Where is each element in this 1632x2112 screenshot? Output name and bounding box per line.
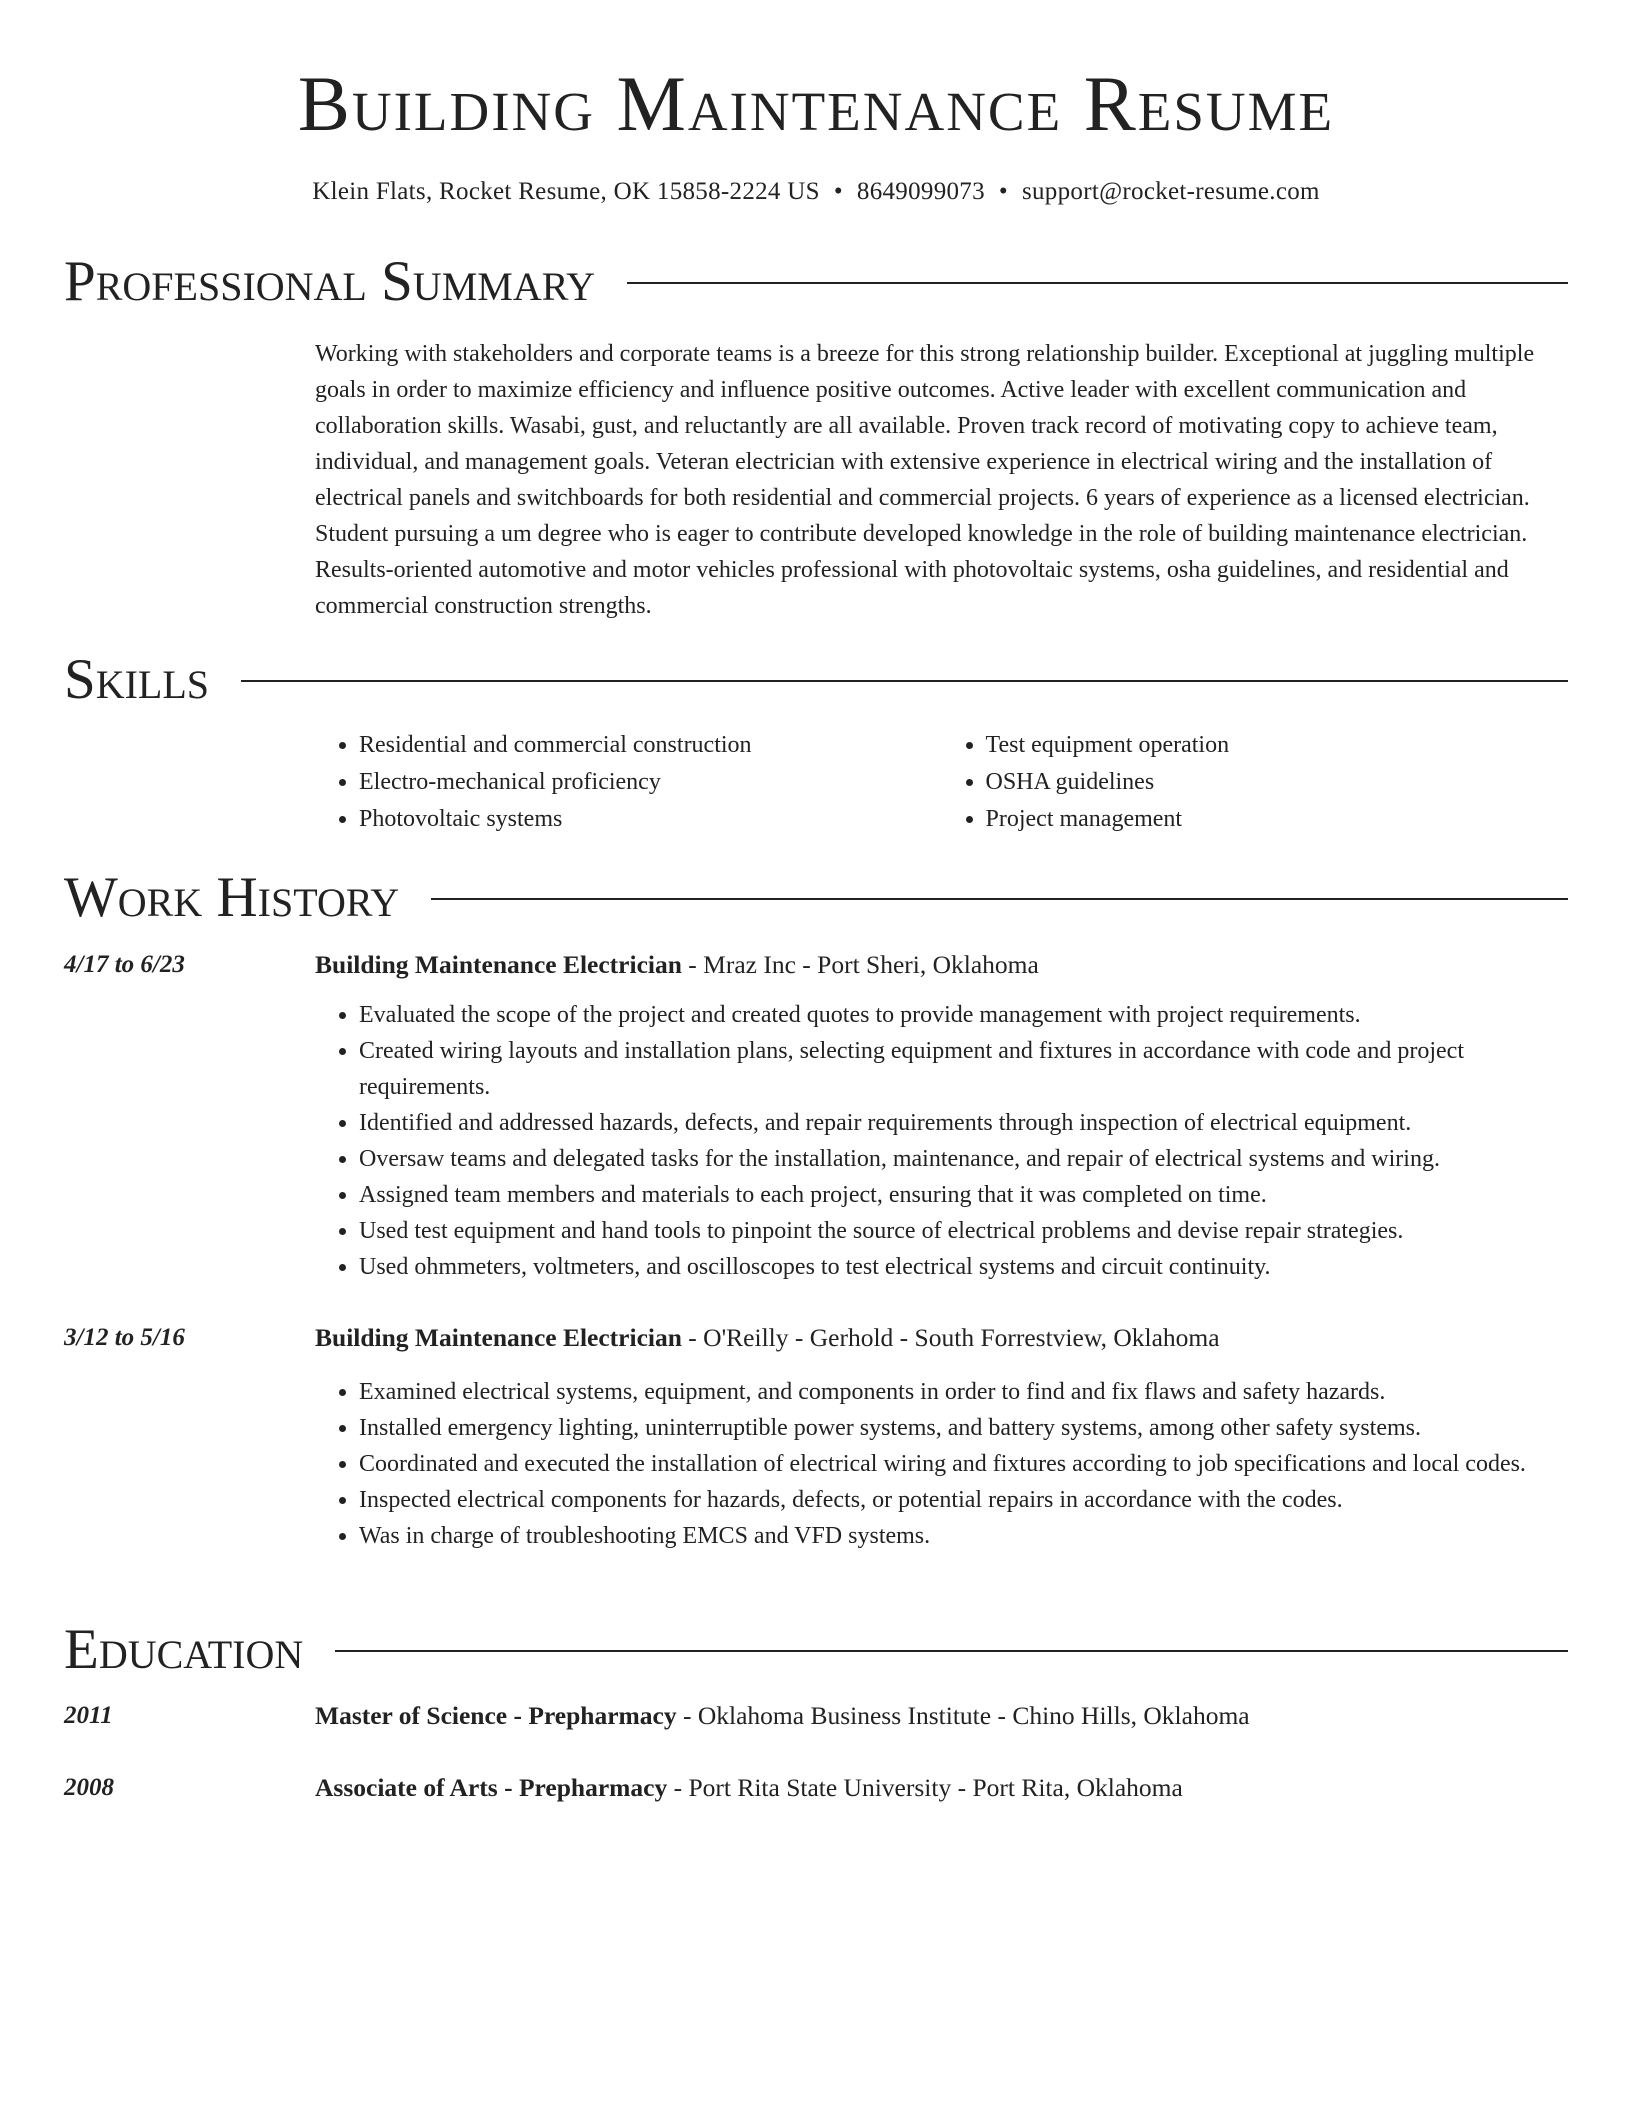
job-bullet: • Evaluated the scope of the project and created quotes to provide management with project requirements. — [359, 997, 1568, 1033]
job-bullet: • Was in charge of troubleshooting EMCS and VFD systems. — [359, 1518, 1568, 1554]
education-year: 2008 — [64, 1774, 114, 1801]
contact-separator: • — [998, 178, 1008, 205]
summary-section-header — [64, 252, 1568, 312]
education-school: - Port Rita State University - Port Rita, Oklahoma — [667, 1773, 1183, 1802]
section-divider — [241, 680, 1568, 682]
skill-item: • Test equipment operation — [986, 727, 1569, 764]
job-details — [315, 947, 1568, 1285]
job-bullet: • Coordinated and executed the installation of electrical wiring and fixtures according to job specifications and local codes. — [359, 1446, 1568, 1482]
skills-column-right — [942, 727, 1569, 838]
education-section-header — [64, 1620, 1568, 1680]
job-bullet: • Created wiring layouts and installation plans, selecting equipment and fixtures in accordance with code and project requirements. — [359, 1033, 1568, 1105]
work-heading: Work History — [64, 866, 400, 929]
skills-heading: Skills — [64, 648, 210, 711]
skills-section-header — [64, 650, 1568, 710]
summary-text: Working with stakeholders and corporate teams is a breeze for this strong relationship builder. Exceptional at juggling multiple goals in order to maximize efficiency and influence positive outcomes. Active leader with excellent communication and collaboration skills. Wasabi, gust, and reluctantly are all available. Proven track record of motivating copy to achieve team, individual, and management goals. Veteran electrician with extensive experience in electrical wiring and the installation of electrical panels and switchboards for both residential and commercial projects. 6 years of experience as a licensed electrician. Student pursuing a um degree who is eager to contribute developed knowledge in the role of building maintenance electrician. Results-oriented automotive and motor vehicles professional with photovoltaic systems, osha guidelines, and residential and commercial construction strengths. — [315, 341, 1535, 619]
job-bullets — [315, 997, 1568, 1285]
skill-item: • Photovoltaic systems — [359, 801, 942, 838]
education-details — [315, 1770, 1568, 1806]
job-title: Building Maintenance Electrician — [315, 1323, 682, 1352]
education-school: - Oklahoma Business Institute - Chino Hills, Oklahoma — [676, 1701, 1250, 1730]
education-degree: Associate of Arts - Prepharmacy — [315, 1773, 668, 1802]
skill-item: • Residential and commercial construction — [359, 727, 942, 764]
skills-list — [315, 727, 1568, 838]
job-bullet: • Installed emergency lighting, uninterruptible power systems, and battery systems, among other safety systems. — [359, 1410, 1568, 1446]
summary-body — [315, 336, 1568, 624]
education-heading: Education — [64, 1618, 304, 1681]
contact-separator: • — [833, 178, 843, 205]
skills-column-left — [315, 727, 942, 838]
job-title: Building Maintenance Electrician — [315, 950, 682, 979]
education-line — [315, 1770, 1568, 1806]
job-title-line — [315, 1320, 1568, 1356]
job-dates: 3/12 to 5/16 — [64, 1324, 185, 1351]
job-bullet: • Used ohmmeters, voltmeters, and oscilloscopes to test electrical systems and circuit continuity. — [359, 1249, 1568, 1285]
job-bullet: • Identified and addressed hazards, defects, and repair requirements through inspection of electrical equipment. — [359, 1105, 1568, 1141]
job-bullets — [315, 1374, 1568, 1554]
summary-heading: Professional Summary — [64, 250, 596, 313]
section-divider — [627, 282, 1568, 284]
work-section-header — [64, 868, 1568, 928]
job-details — [315, 1320, 1568, 1554]
job-employer: - O'Reilly - Gerhold - South Forrestview, Oklahoma — [681, 1323, 1220, 1352]
education-details — [315, 1698, 1568, 1734]
skill-item: • OSHA guidelines — [986, 764, 1569, 801]
section-divider — [335, 1650, 1568, 1652]
skill-item: • Project management — [986, 801, 1569, 838]
job-entry — [64, 1320, 1568, 1554]
contact-email: support@rocket-resume.com — [1021, 178, 1320, 205]
section-divider — [431, 898, 1568, 900]
job-bullet: • Examined electrical systems, equipment, and components in order to find and fix flaws and safety hazards. — [359, 1374, 1568, 1410]
contact-address: Klein Flats, Rocket Resume, OK 15858-2224 US — [312, 178, 820, 205]
job-bullet: • Assigned team members and materials to each project, ensuring that it was completed on time. — [359, 1177, 1568, 1213]
resume-title: Building Maintenance Resume — [297, 60, 1335, 147]
contact-phone: 8649099073 — [856, 178, 985, 205]
education-entry — [64, 1698, 1568, 1734]
education-line — [315, 1698, 1568, 1734]
job-title-line — [315, 947, 1568, 983]
education-entry — [64, 1770, 1568, 1806]
education-degree: Master of Science - Prepharmacy — [315, 1701, 677, 1730]
job-employer: - Mraz Inc - Port Sheri, Oklahoma — [681, 950, 1039, 979]
skill-item: • Electro-mechanical proficiency — [359, 764, 942, 801]
education-year: 2011 — [64, 1702, 113, 1729]
job-dates: 4/17 to 6/23 — [64, 951, 185, 978]
job-entry — [64, 947, 1568, 1285]
job-bullet: • Oversaw teams and delegated tasks for the installation, maintenance, and repair of electrical systems and wiring. — [359, 1141, 1568, 1177]
job-bullet: • Inspected electrical components for hazards, defects, or potential repairs in accordance with the codes. — [359, 1482, 1568, 1518]
contact-line — [0, 176, 1632, 208]
job-bullet: • Used test equipment and hand tools to pinpoint the source of electrical problems and devise repair strategies. — [359, 1213, 1568, 1249]
